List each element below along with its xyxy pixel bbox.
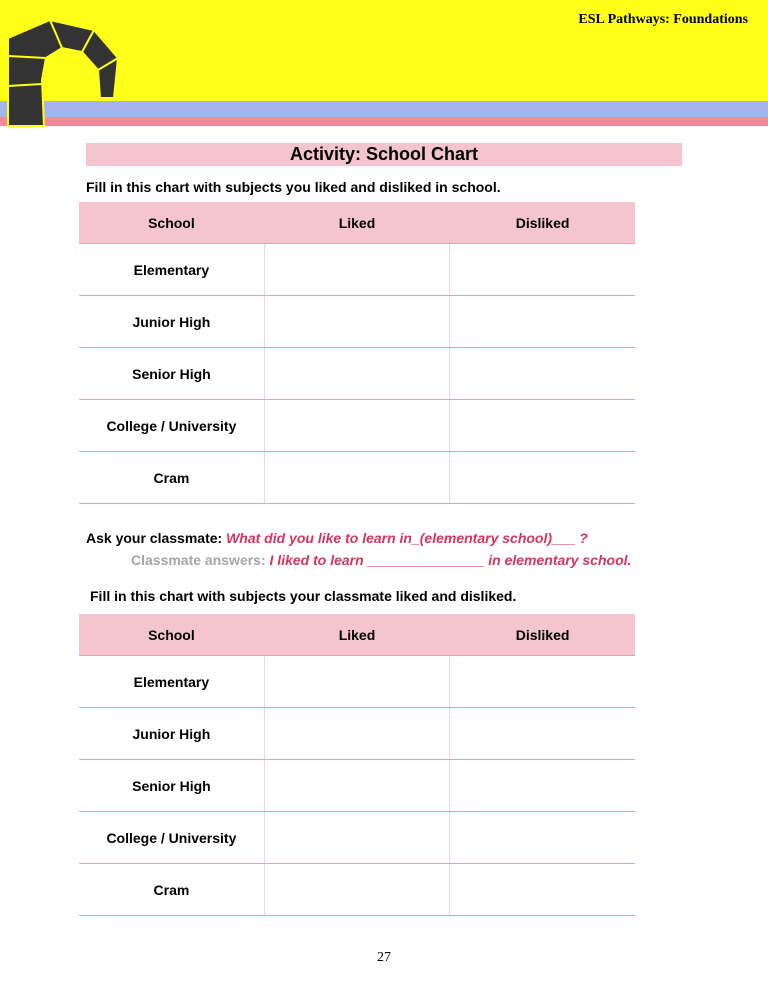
row-label: Senior High <box>79 760 264 812</box>
chart1-header-disliked: Disliked <box>450 202 635 244</box>
chart1-header-row <box>79 202 635 244</box>
disliked-cell[interactable] <box>450 348 635 400</box>
answer-text: I liked to learn _______________ in elementary school. <box>269 552 632 568</box>
school-chart-self <box>79 202 635 504</box>
disliked-cell[interactable] <box>450 452 635 504</box>
table-row <box>79 400 635 452</box>
row-label: Senior High <box>79 348 264 400</box>
disliked-cell[interactable] <box>450 864 635 916</box>
chart2-header-school: School <box>79 614 264 656</box>
row-label: Elementary <box>79 244 264 296</box>
row-label: Elementary <box>79 656 264 708</box>
book-title: ESL Pathways: Foundations <box>578 12 748 27</box>
page-number: 27 <box>377 950 391 965</box>
disliked-cell[interactable] <box>450 656 635 708</box>
liked-cell[interactable] <box>264 400 449 452</box>
disliked-cell[interactable] <box>450 400 635 452</box>
table-row <box>79 244 635 296</box>
table-row <box>79 708 635 760</box>
disliked-cell[interactable] <box>450 708 635 760</box>
table-row <box>79 864 635 916</box>
activity-title: Activity: School Chart <box>86 143 682 166</box>
ask-classmate-line <box>86 530 588 546</box>
row-label: College / University <box>79 812 264 864</box>
table-row <box>79 296 635 348</box>
liked-cell[interactable] <box>264 348 449 400</box>
row-label: Cram <box>79 452 264 504</box>
ask-label: Ask your classmate: <box>86 530 223 546</box>
row-label: Junior High <box>79 708 264 760</box>
chart2-header-disliked: Disliked <box>450 614 635 656</box>
row-label: Junior High <box>79 296 264 348</box>
liked-cell[interactable] <box>264 452 449 504</box>
liked-cell[interactable] <box>264 760 449 812</box>
table-row <box>79 348 635 400</box>
liked-cell[interactable] <box>264 708 449 760</box>
arch-logo-icon <box>6 18 120 130</box>
liked-cell[interactable] <box>264 812 449 864</box>
disliked-cell[interactable] <box>450 760 635 812</box>
table-row <box>79 760 635 812</box>
chart1-header-school: School <box>79 202 264 244</box>
chart1-instruction: Fill in this chart with subjects you liked and disliked in school. <box>86 179 501 195</box>
school-chart-classmate <box>79 614 635 916</box>
liked-cell[interactable] <box>264 656 449 708</box>
liked-cell[interactable] <box>264 296 449 348</box>
chart2-instruction: Fill in this chart with subjects your classmate liked and disliked. <box>90 588 517 604</box>
table-row <box>79 656 635 708</box>
disliked-cell[interactable] <box>450 812 635 864</box>
chart1-header-liked: Liked <box>264 202 449 244</box>
disliked-cell[interactable] <box>450 296 635 348</box>
table-row <box>79 452 635 504</box>
chart2-header-liked: Liked <box>264 614 449 656</box>
classmate-answer-line <box>131 552 631 568</box>
chart2-header-row <box>79 614 635 656</box>
liked-cell[interactable] <box>264 864 449 916</box>
answer-label: Classmate answers: <box>131 552 266 568</box>
liked-cell[interactable] <box>264 244 449 296</box>
disliked-cell[interactable] <box>450 244 635 296</box>
ask-question: What did you like to learn in_(elementary school)___ ? <box>226 530 588 546</box>
row-label: Cram <box>79 864 264 916</box>
row-label: College / University <box>79 400 264 452</box>
table-row <box>79 812 635 864</box>
